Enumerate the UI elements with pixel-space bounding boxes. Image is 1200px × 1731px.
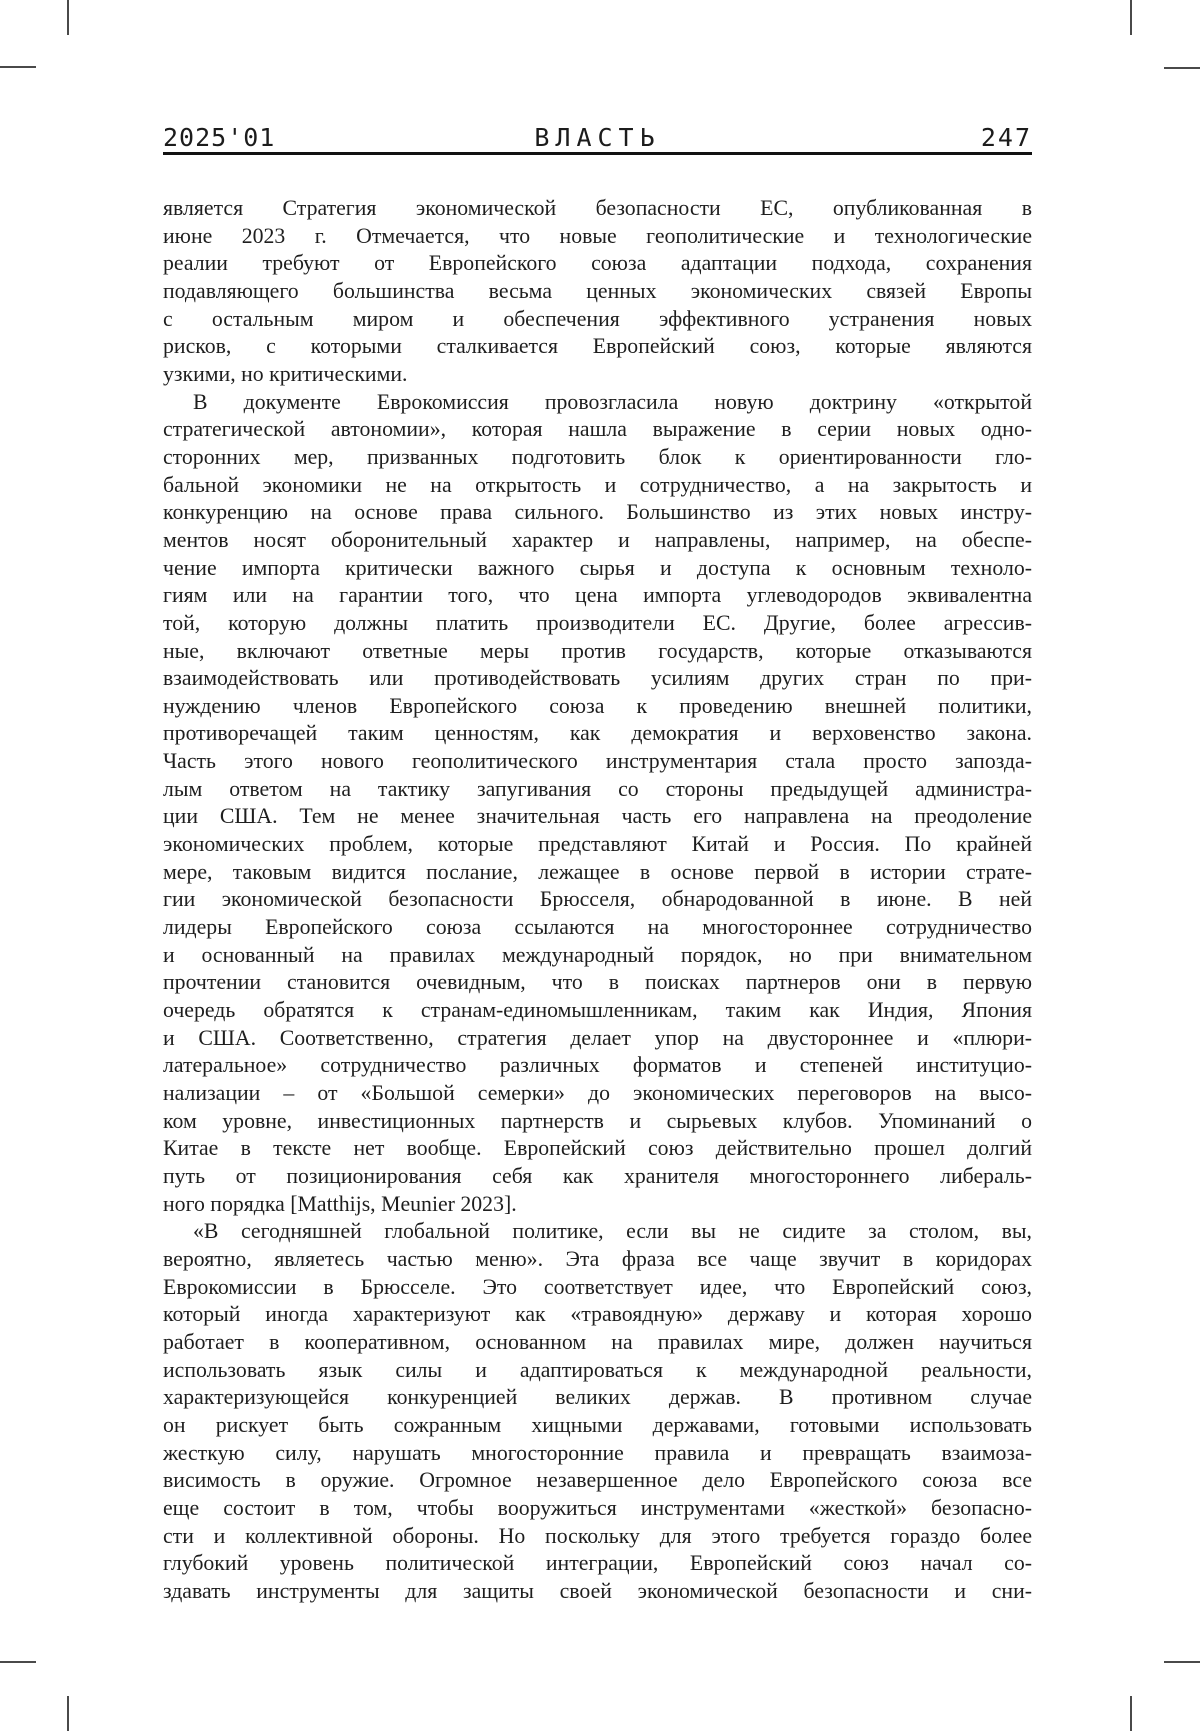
text-line: ком уровне, инвестиционных партнерств и сырьевых клубов. Упоминаний о: [163, 1108, 1032, 1133]
text-line: нализации – от «Большой семерки» до экономических переговоров на высо-: [163, 1081, 1032, 1105]
crop-mark-top-left-vertical: [67, 0, 69, 35]
text-line: путь от позиционирования себя как хранителя многостороннего либераль-: [163, 1163, 1032, 1188]
text-line: и основанный на правилах международный порядок, но при внимательном: [163, 942, 1032, 967]
text-line: взаимодействовать или противодействовать усилиям других стран по при-: [163, 666, 1032, 691]
text-line: использовать язык силы и адаптироваться к международной реальности,: [163, 1357, 1032, 1382]
crop-mark-bottom-left-vertical: [67, 1696, 69, 1731]
crop-mark-top-right-horizontal: [1164, 67, 1200, 69]
text-line: является Стратегия экономической безопасности ЕС, опубликованная в: [163, 196, 1032, 220]
text-line: характеризующейся конкуренцией великих держав. В противном случае: [163, 1385, 1032, 1410]
header-journal-title: ВЛАСТЬ: [534, 123, 661, 152]
text-line: ного порядка [Matthijs, Meunier 2023].: [163, 1191, 517, 1216]
text-line: гии экономической безопасности Брюсселя, обнародованной в июне. В ней: [163, 887, 1032, 912]
text-line: латеральное» сотрудничество различных форматов и степеней институцио-: [163, 1053, 1032, 1078]
header-issue: 2025'01: [163, 123, 276, 152]
crop-mark-top-left-horizontal: [0, 66, 36, 68]
paragraph: [163, 195, 1032, 389]
text-line: ные, включают ответные меры против государств, которые отказываются: [163, 638, 1032, 663]
text-line: глубокий уровень политической интеграции, Европейский союз начал со-: [163, 1551, 1032, 1576]
text-line: сти и коллективной обороны. Но поскольку для этого требуется гораздо более: [163, 1523, 1032, 1548]
text-line: Еврокомиссии в Брюсселе. Это соответствует идее, что Европейский союз,: [163, 1274, 1032, 1299]
text-line: жесткую силу, нарушать многосторонние правила и превращать взаимоза-: [163, 1440, 1032, 1465]
crop-mark-bottom-right-vertical: [1130, 1696, 1132, 1731]
text-line: лым ответом на тактику запугивания со стороны предыдущей администра-: [163, 776, 1032, 801]
text-line: узкими, но критическими.: [163, 361, 408, 386]
text-line: бальной экономики не на открытость и сотрудничество, а на закрытость и: [163, 472, 1032, 497]
text-line: реалии требуют от Европейского союза адаптации подхода, сохранения: [163, 251, 1032, 276]
article-body: [163, 195, 1032, 1605]
text-line: июне 2023 г. Отмечается, что новые геополитические и технологические: [163, 223, 1032, 248]
text-line: чение импорта критически важного сырья и доступа к основным техноло-: [163, 555, 1032, 580]
text-line: лидеры Европейского союза ссылаются на многостороннее сотрудничество: [163, 915, 1032, 940]
header-page-number: 247: [980, 123, 1032, 152]
text-line: ментов носят оборонительный характер и направлены, например, на обеспе-: [163, 527, 1032, 552]
crop-mark-bottom-right-horizontal: [1164, 1661, 1200, 1663]
crop-mark-bottom-left-horizontal: [0, 1661, 36, 1663]
text-line: подавляющего большинства весьма ценных экономических связей Европы: [163, 278, 1032, 303]
header-rule: [163, 152, 1032, 155]
text-line: Китае в тексте нет вообще. Европейский союз действительно прошел долгий: [163, 1136, 1032, 1161]
text-line: нуждению членов Европейского союза к проведению внешней политики,: [163, 693, 1032, 718]
text-line: «В сегодняшней глобальной политике, если вы не сидите за столом, вы,: [193, 1219, 1032, 1244]
text-line: рисков, с которыми сталкивается Европейский союз, которые являются: [163, 334, 1032, 359]
text-line: с остальным миром и обеспечения эффективного устранения новых: [163, 306, 1032, 331]
page-header: [163, 123, 1032, 151]
text-line: работает в кооперативном, основанном на правилах мире, должен научиться: [163, 1329, 1032, 1354]
text-line: который иногда характеризуют как «травоядную» державу и которая хорошо: [163, 1302, 1032, 1327]
text-line: прочтении становится очевидным, что в поисках партнеров они в первую: [163, 970, 1032, 995]
text-line: экономических проблем, которые представляют Китай и Россия. По крайней: [163, 832, 1032, 857]
text-line: той, которую должны платить производители ЕС. Другие, более агрессив-: [163, 610, 1032, 635]
text-line: он рискует быть сожранным хищными державами, готовыми использовать: [163, 1412, 1032, 1437]
text-line: здавать инструменты для защиты своей экономической безопасности и сни-: [163, 1578, 1032, 1603]
text-line: очередь обратятся к странам-единомышленникам, таким как Индия, Япония: [163, 998, 1032, 1023]
text-line: конкуренцию на основе права сильного. Большинство из этих новых инстру-: [163, 500, 1032, 525]
crop-mark-top-right-vertical: [1130, 0, 1132, 35]
paragraph: [163, 389, 1032, 1219]
text-line: Часть этого нового геополитического инструментария стала просто запозда-: [163, 749, 1032, 774]
text-line: мере, таковым видится послание, лежащее в основе первой в истории страте-: [163, 859, 1032, 884]
text-line: гиям или на гарантии того, что цена импорта углеводородов эквивалентна: [163, 583, 1032, 608]
text-line: еще состоит в том, чтобы вооружиться инструментами «жесткой» безопасно-: [163, 1495, 1032, 1520]
text-line: ции США. Тем не менее значительная часть его направлена на преодоление: [163, 804, 1032, 829]
text-line: В документе Еврокомиссия провозгласила новую доктрину «открытой: [193, 389, 1032, 414]
text-line: вероятно, являетесь частью меню». Эта фраза все чаще звучит в коридорах: [163, 1246, 1032, 1271]
text-line: противоречащей таким ценностям, как демократия и верховенство закона.: [163, 721, 1032, 746]
text-line: стратегической автономии», которая нашла выражение в серии новых одно-: [163, 417, 1032, 442]
text-line: сторонних мер, призванных подготовить блок к ориентированности гло-: [163, 444, 1032, 469]
text-line: и США. Соответственно, стратегия делает упор на двустороннее и «плюри-: [163, 1025, 1032, 1050]
text-line: висимость в оружие. Огромное незавершенное дело Европейского союза все: [163, 1468, 1032, 1493]
paragraph: [163, 1218, 1032, 1605]
